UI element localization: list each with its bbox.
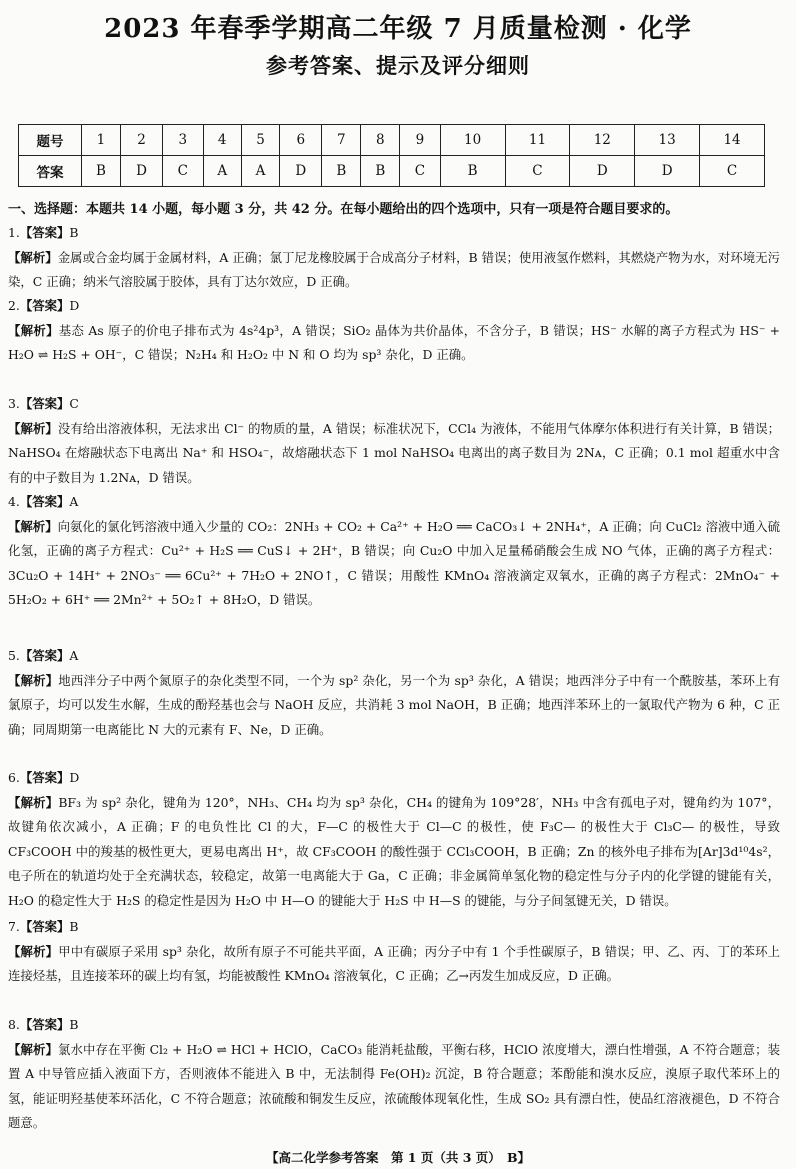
answer-value: D <box>69 298 80 313</box>
explanation-text: BF₃ 为 sp² 杂化，键角为 120°，NH₃、CH₄ 均为 sp³ 杂化，CH₄ 的键角为 109°28′，NH₃ 中含有孤电子对，键角约为 107°，故键角依次减小，A 正确；F 的电负性比 Cl 的大，F—C 的极性大于 Cl—C 的极性，使 F₃C— 的极性大于 Cl₃C— 的极性，导致 CF₃COOH 中的羧基的极性更大，更易电离出 H⁺，故 CF₃COOH 的酸性强于 CCl₃COOH，B 正确；Zn 的核外电子排布为[Ar]3d¹⁰4s²，电子所在的轨道均处于全充满状态，较稳定，故第一电离能大于 Ga，C 正确；非金属简单氢化物的稳定性与分子内的化学键的键能有关，H₂O 的稳定性大于 H₂S 的稳定性是因为 H₂O 中 H—O 的键能大于 H₂S 中 H—S 的键能，与分子间氢键无关，D 错误。 <box>8 794 780 908</box>
question-number-cell: 9 <box>400 125 440 156</box>
explanation-tag: 【解析】 <box>8 322 59 338</box>
page-title: 2023 年春季学期高二年级 7 月质量检测 · 化学 <box>104 14 692 44</box>
answer-cell: C <box>505 156 570 187</box>
question-number-cell: 13 <box>635 125 700 156</box>
explanation <box>8 940 780 989</box>
explanation-tag: 【解析】 <box>8 943 59 959</box>
question-number-cell: 4 <box>203 125 241 156</box>
question-number-cell: 1 <box>82 125 121 156</box>
explanation <box>8 791 780 914</box>
question-number: 3. <box>8 396 20 411</box>
answer-cell: C <box>163 156 203 187</box>
answer-table <box>18 124 765 187</box>
question-number-cell: 14 <box>700 125 765 156</box>
explanation-tag: 【解析】 <box>8 249 58 265</box>
question-number: 1. <box>8 225 20 240</box>
question-number: 7. <box>8 919 20 934</box>
question-number-cell: 6 <box>280 125 322 156</box>
explanation-text: 金属或合金均属于金属材料，A 正确；氯丁尼龙橡胶属于合成高分子材料，B 错误；使用液氢作燃料，其燃烧产物为水，对环境无污染，C 正确；纳米气溶胶属于胶体，具有丁达尔效应，D 正确。 <box>8 249 781 289</box>
question-number: 5. <box>8 648 20 663</box>
answer-cell: D <box>120 156 162 187</box>
question-number: 4. <box>8 494 20 509</box>
question-number-cell: 2 <box>120 125 162 156</box>
explanation <box>8 515 780 613</box>
answer-value: A <box>69 494 79 509</box>
answer-line <box>8 221 780 246</box>
answer-line <box>8 915 780 940</box>
answer-cell: B <box>322 156 361 187</box>
question-number: 2. <box>8 298 20 313</box>
explanation-text: 甲中有碳原子采用 sp³ 杂化，故所有原子不可能共平面，A 正确；丙分子中有 1 个手性碳原子，B 错误；甲、乙、丙、丁的苯环上连接烃基，且连接苯环的碳上均有氢，均能被酸性 KMnO₄ 溶液氧化，C 正确；乙→丙发生加成反应，D 正确。 <box>8 943 781 983</box>
answer-value: A <box>69 648 79 663</box>
answer-tag: 【答案】 <box>19 919 70 934</box>
question-block <box>8 392 780 490</box>
answer-cell: C <box>700 156 765 187</box>
answer-cell: A <box>241 156 279 187</box>
answer-tag: 【答案】 <box>19 494 70 509</box>
question-block <box>8 766 780 913</box>
answer-line <box>8 644 780 669</box>
question-number-cell: 12 <box>570 125 635 156</box>
explanation <box>8 1038 780 1136</box>
explanation <box>8 669 780 743</box>
answer-line <box>8 294 780 319</box>
question-number-cell: 3 <box>163 125 203 156</box>
question-number-cell: 11 <box>505 125 570 156</box>
answer-value: B <box>69 225 79 240</box>
answer-cell: A <box>203 156 241 187</box>
answer-line <box>8 1013 780 1038</box>
answer-tag: 【答案】 <box>19 298 70 313</box>
answer-table-number-row <box>19 125 765 156</box>
section-heading: 一、选择题：本题共 14 小题，每小题 3 分，共 42 分。在每小题给出的四个选项中，只有一项是符合题目要求的。 <box>8 202 679 217</box>
explanation-tag: 【解析】 <box>8 672 59 688</box>
explanation-tag: 【解析】 <box>8 420 58 436</box>
question-number-cell: 5 <box>241 125 279 156</box>
explanation-text: 氯水中存在平衡 Cl₂ + H₂O ⇌ HCl + HClO，CaCO₃ 能消耗盐酸，平衡右移，HClO 浓度增大，漂白性增强，A 不符合题意；装置 A 中导管应插入液面下方，否则液体不能进入 B 中，无法制得 Fe(OH)₂ 沉淀，B 符合题意；苯酚能和溴水反应，溴原子取代苯环上的氢，能证明羟基使苯环活化，C 不符合题意；浓硫酸和铜发生反应，浓硫酸体现氧化性，生成 SO₂ 具有漂白性，使品红溶液褪色，D 不符合题意。 <box>8 1041 781 1130</box>
answer-row-label: 答案 <box>19 156 82 187</box>
answer-tag: 【答案】 <box>19 770 70 785</box>
explanation-tag: 【解析】 <box>8 518 58 534</box>
explanation-tag: 【解析】 <box>8 794 59 810</box>
explanation-text: 没有给出溶液体积，无法求出 Cl⁻ 的物质的量，A 错误；标准状况下，CCl₄ 为液体，不能用气体摩尔体积进行有关计算，B 错误；NaHSO₄ 在熔融状态下电离出 Na⁺ 和 HSO₄⁻，故熔融状态下 1 mol NaHSO₄ 电离出的离子数目为 2Nᴀ，C 正确；0.1 mol 超重水中含有的中子数目为 1.2Nᴀ，D 错误。 <box>8 420 781 485</box>
explanation-text: 地西泮分子中两个氮原子的杂化类型不同，一个为 sp² 杂化，另一个为 sp³ 杂化，A 错误；地西泮分子中有一个酰胺基，苯环上有氯原子，均可以发生水解，生成的酚羟基也会与 NaOH 反应，共消耗 3 mol NaOH，B 正确；地西泮苯环上的一氯取代产物为 6 种，C 正确；同周期第一电离能比 N 大的元素有 F、Ne，D 正确。 <box>8 672 781 737</box>
explanation <box>8 319 780 368</box>
page-subtitle: 参考答案、提示及评分细则 <box>266 53 530 78</box>
question-block <box>8 1013 780 1136</box>
explanation-text: 基态 As 原子的价电子排布式为 4s²4p³，A 错误；SiO₂ 晶体为共价晶体，不含分子，B 错误；HS⁻ 水解的离子方程式为 HS⁻ + H₂O ⇌ H₂S + OH⁻，C 错误；N₂H₄ 和 H₂O₂ 中 N 和 O 均为 sp³ 杂化，D 正确。 <box>8 322 780 362</box>
answer-tag: 【答案】 <box>19 1017 70 1032</box>
question-block <box>8 915 780 989</box>
answer-value: C <box>69 396 79 411</box>
answer-tag: 【答案】 <box>19 225 70 240</box>
question-block <box>8 490 780 613</box>
question-block <box>8 221 780 295</box>
question-block <box>8 294 780 368</box>
answer-line <box>8 766 780 791</box>
page-footer: 【高二化学参考答案 第 1 页（共 3 页） B】 <box>265 1150 531 1165</box>
explanation <box>8 417 780 491</box>
answer-cell: D <box>280 156 322 187</box>
answer-value: B <box>69 1017 79 1032</box>
question-number: 6. <box>8 770 20 785</box>
answer-cell: B <box>440 156 505 187</box>
explanation-text: 向氨化的氯化钙溶液中通入少量的 CO₂：2NH₃ + CO₂ + Ca²⁺ + H₂O ══ CaCO₃↓ + 2NH₄⁺，A 正确；向 CuCl₂ 溶液中通入硫化氢，正确的离子方程式：Cu²⁺ + H₂S ══ CuS↓ + 2H⁺，B 错误；向 Cu₂O 中加入足量稀硝酸会生成 NO 气体，正确的离子方程式：3Cu₂O + 14H⁺ + 2NO₃⁻ ══ 6Cu²⁺ + 7H₂O + 2NO↑，C 错误；用酸性 KMnO₄ 溶液滴定双氧水，正确的离子方程式：2MnO₄⁻ + 5H₂O₂ + 6H⁺ ══ 2Mn²⁺ + 5O₂↑ + 8H₂O，D 错误。 <box>8 518 781 607</box>
answer-tag: 【答案】 <box>19 648 70 663</box>
explanation <box>8 246 780 295</box>
answer-cell: D <box>570 156 635 187</box>
number-row-label: 题号 <box>19 125 82 156</box>
question-number: 8. <box>8 1017 20 1032</box>
answer-cell: C <box>400 156 440 187</box>
answer-cell: B <box>82 156 121 187</box>
answer-value: B <box>69 919 79 934</box>
answer-value: D <box>69 770 80 785</box>
question-number-cell: 7 <box>322 125 361 156</box>
answer-table-answer-row <box>19 156 765 187</box>
answer-line <box>8 392 780 417</box>
question-number-cell: 8 <box>361 125 400 156</box>
question-block <box>8 644 780 742</box>
answer-tag: 【答案】 <box>19 396 70 411</box>
explanation-tag: 【解析】 <box>8 1041 59 1057</box>
question-number-cell: 10 <box>440 125 505 156</box>
answer-line <box>8 490 780 515</box>
answer-cell: D <box>635 156 700 187</box>
answer-cell: B <box>361 156 400 187</box>
